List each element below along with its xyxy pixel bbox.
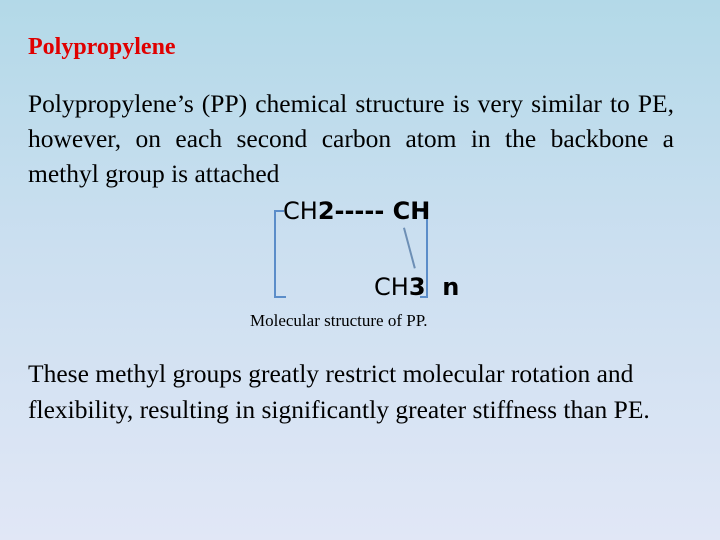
- methyl-bond-line: [403, 228, 415, 269]
- formula-ch2-text: CH: [283, 197, 318, 225]
- conclusion-paragraph: These methyl groups greatly restrict molecular rotation and flexibility, resulting in significantly greater stiffness than PE.: [28, 359, 650, 424]
- slide-title: Polypropylene: [28, 34, 176, 60]
- formula-methyl-bold: 3 n: [408, 273, 460, 301]
- formula-backbone-bold: 2----- CH: [317, 197, 431, 225]
- formula-backbone: [283, 197, 430, 225]
- formula-methyl: [374, 273, 459, 301]
- structure-bracket-left: [274, 210, 276, 296]
- formula-ch3-text: CH: [374, 273, 409, 301]
- structure-bracket-left-bottom: [274, 296, 286, 298]
- structure-caption: Molecular structure of PP.: [250, 311, 428, 330]
- intro-paragraph: Polypropylene’s (PP) chemical structure is very similar to PE, however, on each second carbon atom in the backbone a methyl group is attached: [28, 89, 674, 188]
